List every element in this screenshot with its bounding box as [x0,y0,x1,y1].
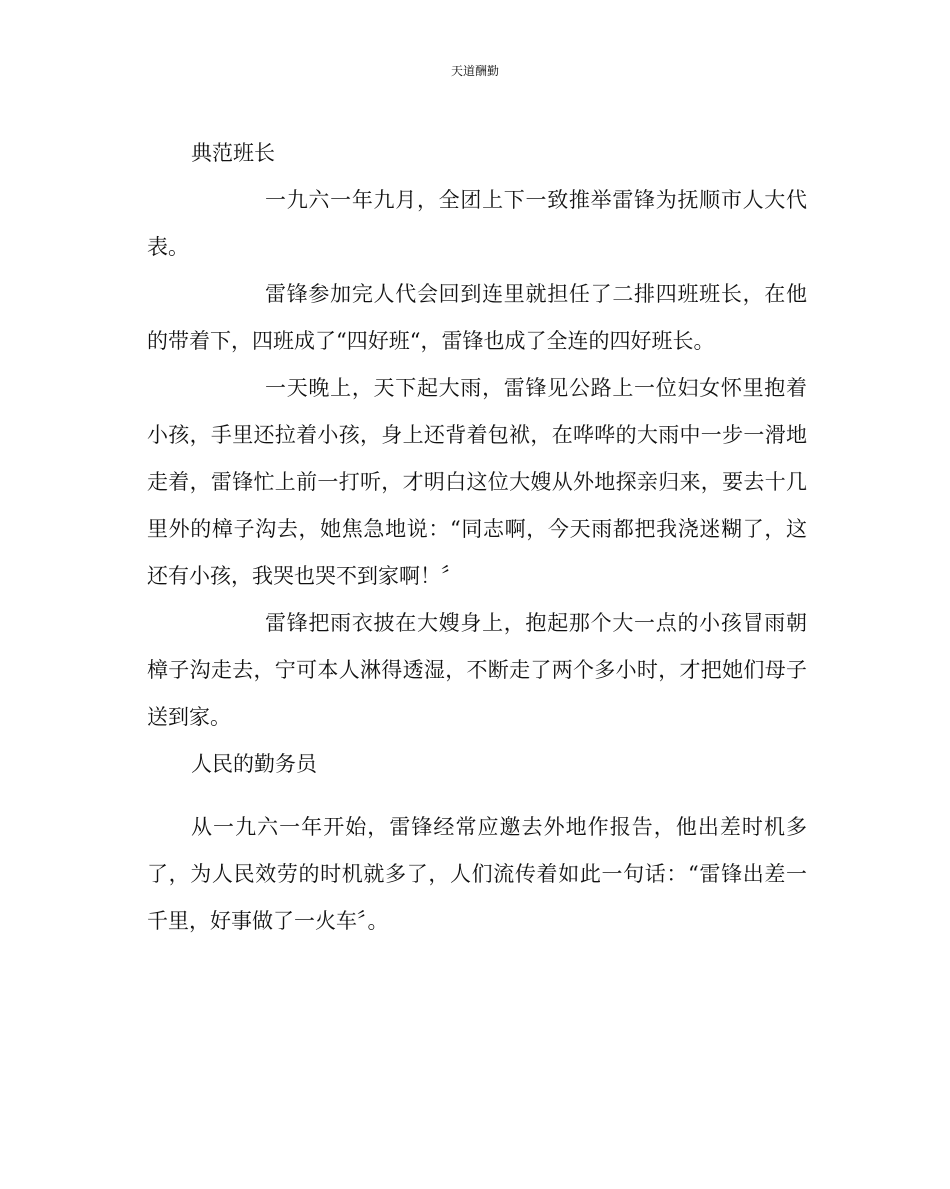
paragraph: 一天晚上，天下起大雨，雷锋见公路上一位妇女怀里抱着小孩，手里还拉着小孩，身上还背着包袱，在哗哗的大雨中一步一滑地走着，雷锋忙上前一打听，才明白这位大嫂从外地探亲归来，要去十几里外的樟子沟去，她焦急地说：“同志啊，今天雨都把我浇迷糊了，这还有小孩，我哭也哭不到家啊！〞 [147,376,807,588]
section-title: 人民的勤务员 [191,752,317,776]
document-body [147,130,807,945]
paragraph: 雷锋参加完人代会回到连里就担任了二排四班班长，在他的带着下，四班成了“四好班“，雷锋也成了全连的四好班长。 [147,282,807,353]
paragraph: 雷锋把雨衣披在大嫂身上，抱起那个大一点的小孩冒雨朝樟子沟走去，宁可本人淋得透湿，不断走了两个多小时，才把她们母子送到家。 [147,611,807,729]
section-title: 典范班长 [191,141,275,165]
page-header: 天道酬勤 [450,64,499,78]
paragraph: 从一九六一年开始，雷锋经常应邀去外地作报告，他出差时机多了，为人民效劳的时机就多了，人们流传着如此一句话：“雷锋出差一千里，好事做了一火车〞。 [147,815,807,933]
paragraph: 一九六一年九月，全团上下一致推举雷锋为抚顺市人大代表。 [147,188,807,259]
